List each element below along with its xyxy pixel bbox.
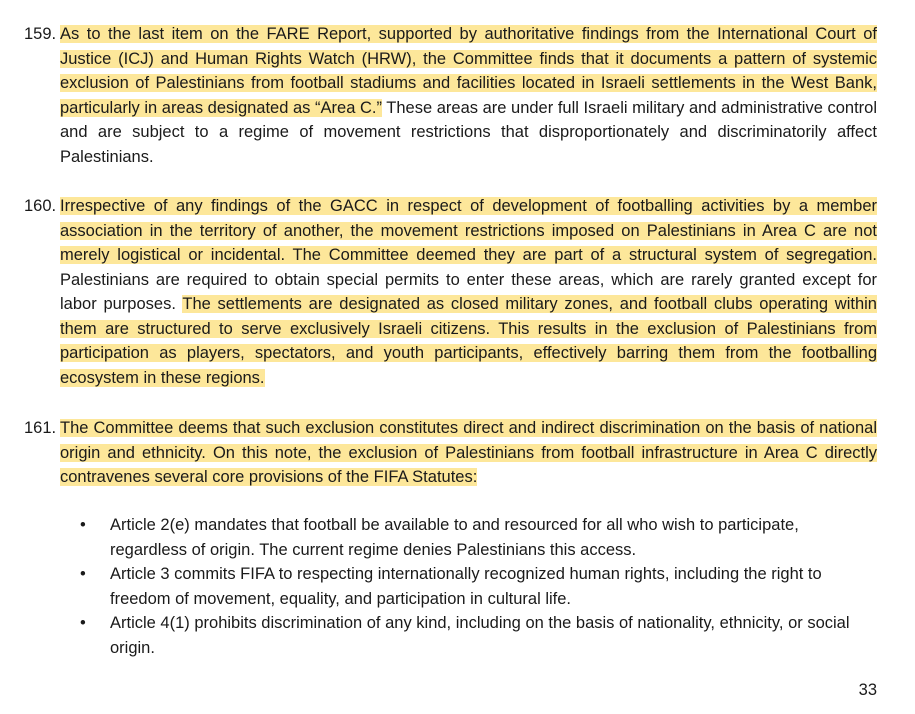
- paragraph-text: These areas are under full Israeli military and administrative control and are subject to a regime of movement restrictions that disproportionately and discriminatorily affect Palestinians.: [60, 98, 877, 166]
- list-item-text: Article 3 commits FIFA to respecting internationally recognized human rights, including the right to freedom of movement, equality, and participation in cultural life.: [110, 565, 822, 608]
- list-item: [78, 611, 878, 660]
- highlighted-text: The Committee deems that such exclusion constitutes direct and indirect discrimination on the basis of national origin and ethnicity. On this note, the exclusion of Palestinians from football infrastructure in Area C directly contravenes several core provisions of the FIFA Statutes:: [60, 419, 877, 486]
- paragraph-159: [24, 22, 877, 169]
- bullet-icon: •: [80, 565, 86, 583]
- list-item: [78, 562, 878, 611]
- highlighted-text: As to the last item on the FARE Report, supported by authoritative findings from the International Court of Justice (ICJ) and Human Rights Watch (HRW), the Committee finds that it documents a pattern of systemic exclusion of Palestinians from football stadiums and facilities located in Israeli settlements in the West Bank, particularly in areas designated as “Area C.”: [60, 25, 877, 117]
- paragraph-number: 161.: [24, 419, 57, 437]
- paragraph-text: Palestinians are required to obtain special permits to enter these areas, which are rarely granted except for labor purposes.: [60, 270, 877, 313]
- list-item-text: Article 4(1) prohibits discrimination of any kind, including on the basis of nationality, ethnicity, or social origin.: [110, 614, 850, 657]
- paragraph-body: [60, 194, 877, 390]
- paragraph-160: [24, 194, 877, 390]
- bullet-icon: •: [80, 516, 86, 534]
- paragraph-number: 159.: [24, 25, 57, 43]
- article-bullet-list: [78, 513, 878, 660]
- page-number: 33: [858, 681, 877, 699]
- paragraph-161: [24, 416, 877, 490]
- highlighted-text: Irrespective of any findings of the GACC in respect of development of footballing activities by a member association in the territory of another, the movement restrictions imposed on Palestinians in Area C are not merely logistical or incidental. The Committee deemed they are part of a structural system of segregation.: [60, 197, 877, 264]
- paragraph-body: [60, 416, 877, 490]
- list-item-text: Article 2(e) mandates that football be available to and resourced for all who wish to participate, regardless of origin. The current regime denies Palestinians this access.: [110, 516, 799, 559]
- bullet-icon: •: [80, 614, 86, 632]
- paragraph-body: [60, 22, 877, 169]
- highlighted-text: The settlements are designated as closed military zones, and football clubs operating within them are structured to serve exclusively Israeli citizens. This results in the exclusion of Palestinians from participation as players, spectators, and youth participants, effectively barring them from the footballing ecosystem in these regions.: [60, 295, 877, 387]
- paragraph-number: 160.: [24, 197, 57, 215]
- list-item: [78, 513, 878, 562]
